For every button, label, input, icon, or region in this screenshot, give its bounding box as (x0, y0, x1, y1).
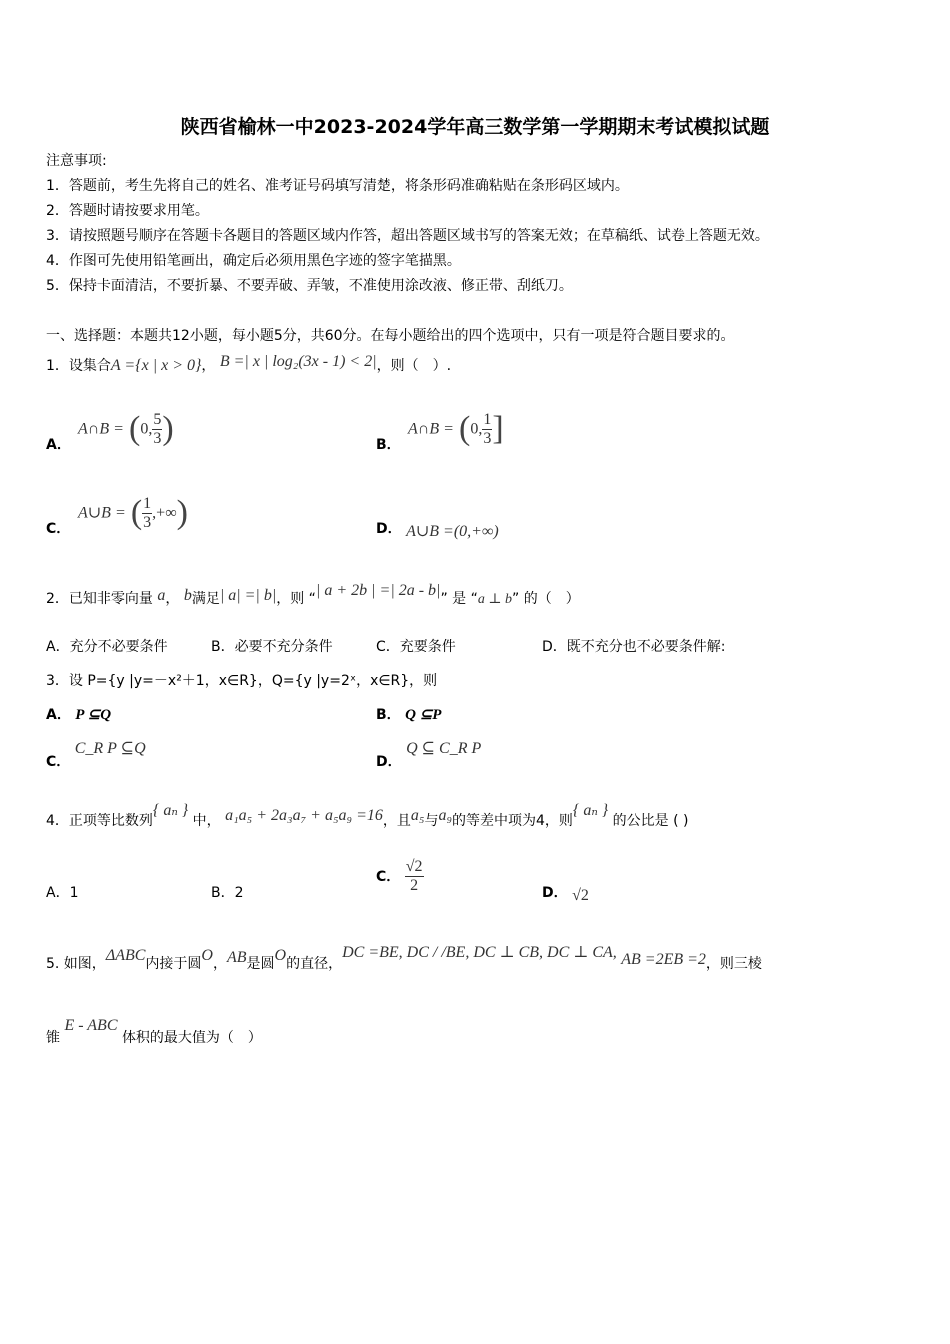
option-label: C． (376, 868, 401, 885)
q3-option-c (46, 740, 146, 770)
q5-prefix: 5. 如图， (46, 956, 106, 972)
q4-option-c (376, 858, 424, 895)
math-expr: A∪B =(0,+∞) (406, 523, 499, 540)
q2-prefix: 2．已知非零向量 (46, 591, 153, 607)
option-label: A． (46, 707, 71, 723)
q1-option-b (376, 412, 401, 453)
math-expr: C_R P ⊆Q (74, 740, 146, 757)
q2-option-d: D．既不充分也不必要条件解: (542, 639, 726, 655)
fraction (142, 495, 152, 532)
denominator: 2 (410, 877, 419, 894)
q2-option-c: C．充要条件 (376, 639, 456, 655)
q4-and: ，且 (382, 813, 411, 829)
section-heading: 一、选择题：本题共12小题，每小题5分，共60分。在每小题给出的四个选项中，只有一项是符合题目要求的。 (46, 328, 735, 344)
q4-a9: a₉ (438, 807, 452, 824)
notice-heading: 注意事项: (46, 153, 107, 169)
q4-end: 的公比是 ( ) (612, 813, 689, 829)
q4-sequence: { aₙ } (152, 802, 189, 819)
question-5-stem-line2 (46, 1017, 262, 1047)
q2-then: ，则 “ (276, 591, 316, 607)
q1-option-d (376, 520, 499, 538)
q4-tail: 的等差中项为4，则 (452, 813, 573, 829)
question-5-stem (46, 944, 762, 973)
q2-option-a: A．充分不必要条件 (46, 639, 168, 655)
math-expr: ,+∞ (152, 504, 177, 522)
math-expr: 0, (140, 420, 153, 438)
notice-item: 4．作图可先使用铅笔画出，确定后必须用黑色字迹的签字笔描黑。 (46, 253, 461, 269)
numerator: √2 (405, 858, 423, 875)
q2-option-b: B．必要不充分条件 (211, 639, 333, 655)
option-label: A． (46, 437, 71, 453)
q5-pyramid: E - ABC (64, 1017, 118, 1034)
page-title: 陕西省榆林一中2023-2024学年高三数学第一学期期末考试模拟试题 (180, 116, 770, 138)
q5-tail: ，则三棱 (705, 956, 762, 972)
vector-a: a (157, 587, 166, 604)
q1-set-a: A ={x | x > 0} (110, 357, 202, 374)
option-label: D． (376, 521, 402, 537)
q4-prefix: 4．正项等比数列 (46, 813, 153, 829)
q5-circle-o: O (201, 947, 213, 964)
question-3-stem: 3．设 P={y |y=－x²＋1，x∈R}，Q={y |y=2ˣ，x∈R}，则 (46, 673, 438, 689)
fraction (482, 411, 492, 448)
denominator: 3 (153, 429, 162, 447)
numerator: 1 (143, 494, 152, 512)
q1-option-a (46, 412, 71, 453)
q5-line2-tail: 体积的最大值为（ ） (121, 1030, 262, 1046)
question-1-stem (46, 353, 452, 375)
fraction (405, 858, 424, 895)
q4-option-d (542, 884, 589, 902)
q5-comma: ， (212, 956, 227, 972)
q5-conditions-2: AB =2EB =2 (621, 951, 706, 968)
option-label: B． (376, 437, 401, 453)
q4-a5: a₅ (410, 807, 425, 824)
q1-option-b-expr: A∩B = (0, $\frac{1}{3}$ ] (408, 410, 504, 447)
q4-option-a: A．1 (46, 885, 79, 901)
q1-set-b: B =| x | log₂(3x - 1) < 2| (219, 353, 377, 370)
question-2-stem (46, 582, 580, 609)
question-4-stem (46, 802, 689, 830)
fraction (152, 411, 162, 448)
q2-is: ” 是 “ (440, 591, 478, 607)
q5-ab: AB (226, 949, 247, 966)
q5-line2-prefix: 锥 (46, 1030, 60, 1046)
math-expr: Q ⊆ C_R P (406, 740, 482, 757)
q5-triangle: ΔABC (105, 947, 146, 964)
q1-option-a-expr: A∩B = (0, $\frac{5}{3}$ ) (78, 410, 174, 447)
q5-circle-o: O (274, 947, 287, 964)
q3-option-d (376, 740, 482, 770)
notice-item: 2．答题时请按要求用笔。 (46, 203, 209, 219)
denominator: 3 (143, 513, 152, 531)
q2-comma: ， (165, 591, 180, 607)
option-label: D． (542, 885, 568, 901)
q5-is-circle: 是圆 (246, 956, 275, 972)
q2-satisfy: 满足 (191, 591, 220, 607)
numerator: 1 (483, 410, 492, 428)
q5-inscribed: 内接于圆 (145, 956, 202, 972)
q1-prefix: 1．设集合 (46, 358, 111, 374)
option-label: D． (376, 754, 402, 770)
math-expr: 0, (470, 420, 483, 438)
math-expr: Q ⊆P (405, 707, 442, 723)
option-label: B． (376, 707, 401, 723)
q1-option-c-expr: A∪B = ( $\frac{1}{3}$ ,+∞) (78, 494, 188, 531)
option-label: C． (46, 521, 71, 537)
q4-option-b: B．2 (211, 885, 244, 901)
q3-option-a (46, 706, 111, 724)
q1-comma: ， (201, 358, 216, 374)
q5-diameter: 的直径， (286, 956, 343, 972)
q1-option-c (46, 496, 71, 537)
math-expr: A∩B = (408, 420, 454, 438)
notice-item: 5．保持卡面清洁，不要折暴、不要弄破、弄皱，不准使用涂改液、修正带、刮纸刀。 (46, 278, 573, 294)
q4-sequence: { aₙ } (572, 802, 609, 819)
vector-b: b (183, 587, 192, 604)
notice-item: 1．答题前，考生先将自己的姓名、准考证号码填写清楚，将条形码准确粘贴在条形码区域内。 (46, 178, 629, 194)
q5-conditions: DC =BE, DC / /BE, DC ⊥ CB, DC ⊥ CA, (342, 944, 617, 961)
q4-equation: a₁a₅ + 2a₃a₇ + a₅a₉ =16 (225, 807, 383, 824)
q1-suffix: ，则（ ）. (376, 358, 452, 374)
math-expr: A∪B = (78, 504, 126, 522)
notice-item: 3．请按照题号顺序在答题卡各题目的答题区域内作答，超出答题区域书写的答案无效；在草稿纸、试卷上答题无效。 (46, 228, 769, 244)
option-label: C． (46, 754, 71, 770)
math-expr: √2 (572, 887, 589, 904)
math-expr: P ⊆Q (75, 707, 112, 723)
math-expr: A∩B = (78, 420, 124, 438)
q2-statement: | a + 2b | =| 2a - b| (315, 582, 441, 599)
q2-condition: | a| =| b| (219, 587, 277, 604)
q4-mid: 中， (192, 813, 221, 829)
denominator: 3 (483, 429, 492, 447)
q2-end: ” 的（ ） (512, 591, 580, 607)
numerator: 5 (153, 410, 162, 428)
q3-option-b (376, 706, 441, 724)
q4-with: 与 (424, 813, 439, 829)
q2-perpendicular: a ⊥ b (477, 592, 513, 607)
